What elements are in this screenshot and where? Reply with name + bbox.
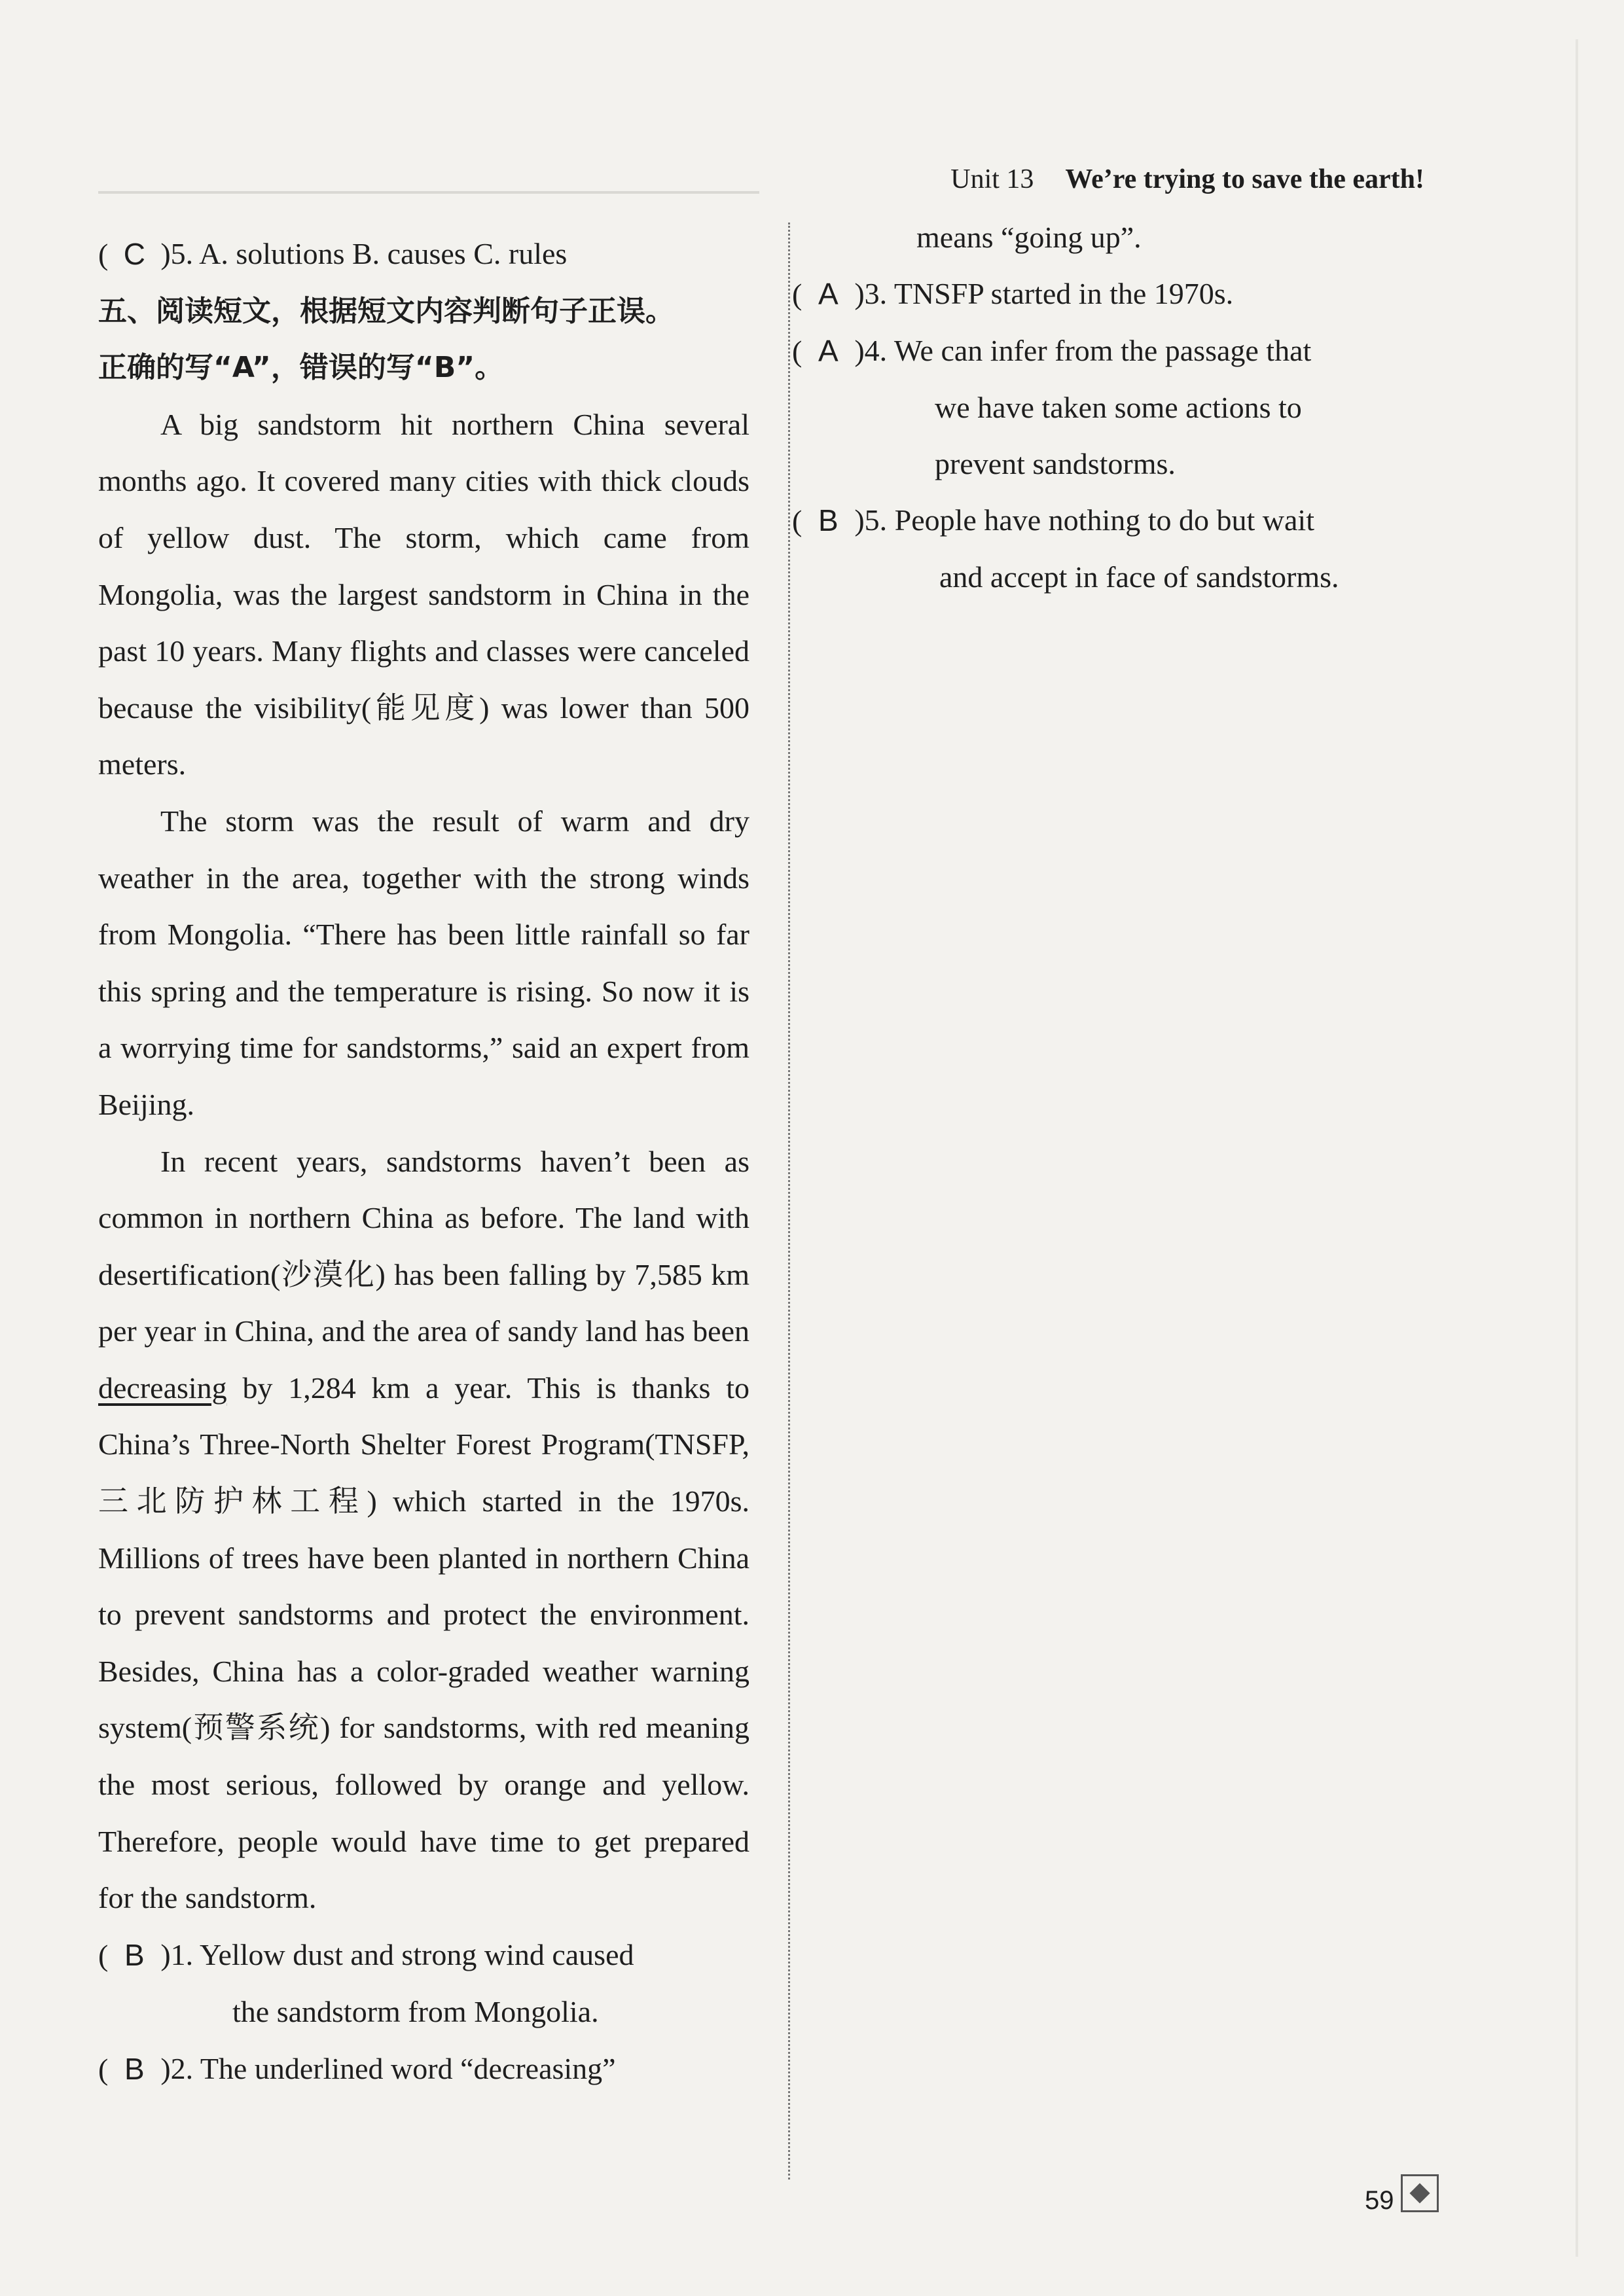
unit-label: Unit 13 — [950, 164, 1034, 194]
question-4-continued-1: we have taken some actions to — [935, 391, 1302, 424]
question-5-continued: and accept in face of sandstorms. — [939, 560, 1339, 594]
question-text: )5. People have nothing to do but wait — [854, 503, 1314, 537]
answer: A — [818, 334, 839, 368]
left-column — [98, 226, 749, 2098]
question-4-continued-2: prevent sandstorms. — [935, 447, 1176, 480]
question-2: ( B )2. The underlined word “decreasing” — [98, 2041, 749, 2098]
answer: B — [818, 503, 839, 537]
section-instruction: 正确的写“A”，错误的写“B”。 — [98, 351, 504, 385]
answer: B — [124, 2052, 145, 2086]
question-1-continued: the sandstorm from Mongolia. — [232, 1995, 599, 2029]
question-2-continued: means “going up”. — [916, 221, 1142, 254]
passage-paragraph-3: In recent years, sandstorms haven’t been as common in northern China as before. The land with desertification(沙漠化) has been falling by 7,585 km per year in China, and the area of sandy land has been decreasing by 1,284 km a year. This is thanks to China’s Three-North Shelter Forest Program(TNSFP, 三北防护林工程) which started in the 1970s. Millions of trees have been planted in northern China to prevent sandstorms and protect the environment. Besides, China has a color-graded weather warning system(预警系统) for sandstorms, with red meaning the most serious, followed by orange and yellow. Therefore, people would have time to get prepared for the sandstorm. — [98, 1144, 749, 1915]
page-number: 59 — [1365, 2186, 1394, 2215]
answer: B — [124, 1937, 145, 1972]
column-divider — [788, 223, 790, 2179]
right-column — [792, 209, 1434, 605]
question-1: ( B )1. Yellow dust and strong wind caused — [98, 1927, 749, 1984]
underlined-word: decreasing — [98, 1371, 227, 1405]
answer: C — [123, 237, 145, 271]
question-3: ( A )3. TNSFP started in the 1970s. — [792, 266, 1434, 323]
unit-title: We’re trying to save the earth! — [1065, 164, 1424, 194]
question-text: )4. We can infer from the passage that — [854, 334, 1312, 367]
passage-paragraph-1: A big sandstorm hit northern China several months ago. It covered many cities with thick clouds of yellow dust. The storm, which came from Mongolia, was the largest sandstorm in China in the past 10 years. Many flights and classes were canceled because the visibility(能见度) was lower than 500 meters. — [98, 407, 749, 781]
diamond-icon — [1401, 2174, 1439, 2212]
page-edge — [1576, 39, 1578, 2257]
passage-paragraph-2: The storm was the result of warm and dry weather in the area, together with the strong winds from Mongolia. “There has been little rainfall so far this spring and the temperature is rising. So now it is a worrying time for sandstorms,” said an expert from Beijing. — [98, 804, 749, 1121]
section-title: 五、阅读短文，根据短文内容判断句子正误。 — [98, 294, 674, 328]
question-text: )1. Yellow dust and strong wind caused — [160, 1937, 634, 1971]
header-rule — [98, 191, 759, 194]
question-text: )2. The underlined word “decreasing” — [160, 2052, 616, 2085]
prev-question-5: ( C )5. A. solutions B. causes C. rules — [98, 226, 749, 283]
question-4: ( A )4. We can infer from the passage that — [792, 323, 1434, 380]
running-header — [950, 164, 1424, 195]
question-text: )3. TNSFP started in the 1970s. — [854, 277, 1234, 310]
question-5: ( B )5. People have nothing to do but wait — [792, 492, 1434, 549]
question-text: )5. A. solutions B. causes C. rules — [160, 237, 568, 270]
answer: A — [818, 277, 839, 311]
